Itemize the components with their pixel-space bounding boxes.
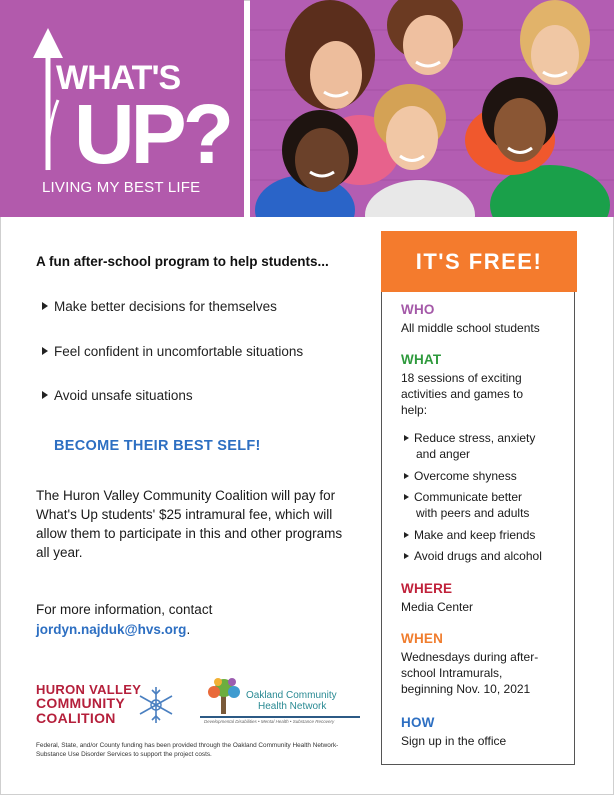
benefit-item <box>42 344 303 359</box>
snowflake-icon <box>136 683 176 727</box>
contact-suffix: . <box>186 622 191 637</box>
triangle-bullet-icon <box>42 347 48 355</box>
activity-text-cont: and anger <box>416 447 471 461</box>
activity-text: Reduce stress, anxiety <box>414 431 536 445</box>
students-photo <box>250 0 614 217</box>
who-text: All middle school students <box>401 321 540 335</box>
when-text: Wednesdays during after-school Intramurals, beginning Nov. 10, 2021 <box>401 650 539 696</box>
who-heading: WHO <box>401 302 435 317</box>
tree-icon <box>202 676 246 716</box>
triangle-bullet-icon <box>404 553 409 559</box>
what-heading: WHAT <box>401 352 442 367</box>
activity-text: Make and keep friends <box>414 528 536 542</box>
logo-tagline: LIVING MY BEST LIFE <box>42 179 201 196</box>
contact-email-line <box>36 622 190 637</box>
activity-text-cont: with peers and adults <box>416 506 530 520</box>
contact-email-link[interactable]: jordyn.najduk@hvs.org <box>36 622 187 637</box>
what-text: 18 sessions of exciting activities and games to help: <box>401 371 524 417</box>
hvcc-name-line1: HURON VALLEY <box>36 682 142 697</box>
free-banner: IT'S FREE! <box>381 231 577 292</box>
intro-heading: A fun after-school program to help students... <box>36 254 329 269</box>
activity-item <box>404 489 568 521</box>
hvcc-logo <box>36 683 176 733</box>
where-heading: WHERE <box>401 581 453 596</box>
activity-item <box>404 468 568 484</box>
hvcc-name-line2: COMMUNITY <box>36 695 126 711</box>
logo-title-up: UP? <box>74 87 230 181</box>
how-text: Sign up in the office <box>401 734 507 748</box>
triangle-bullet-icon <box>42 302 48 310</box>
activity-item <box>404 527 568 543</box>
slogan: BECOME THEIR BEST SELF! <box>54 438 261 454</box>
hero-banner <box>0 0 614 217</box>
funding-paragraph: The Huron Valley Community Coalition will pay for What's Up students' $25 intramural fee, which will allow them to participate in this and other programs all year. <box>36 488 343 560</box>
ocn-subtitle: Developmental Disabilities • Mental Health • Substance Recovery <box>204 719 335 724</box>
benefit-text: Feel confident in uncomfortable situations <box>54 344 304 359</box>
benefit-text: Avoid unsafe situations <box>54 388 193 403</box>
hvcc-name-line3: COALITION <box>36 710 116 726</box>
whats-up-logo <box>0 0 244 217</box>
when-heading: WHEN <box>401 631 444 646</box>
activity-item <box>404 548 568 564</box>
ocn-name-line1: Oakland Community <box>246 690 337 701</box>
triangle-bullet-icon <box>404 473 409 479</box>
logo-title-whats: WHAT'S <box>56 59 181 97</box>
triangle-bullet-icon <box>404 494 409 500</box>
triangle-bullet-icon <box>42 391 48 399</box>
ocn-name-line2: Health Network <box>258 701 327 712</box>
activity-text: Communicate better <box>414 490 523 504</box>
benefit-item <box>42 299 277 314</box>
ocn-name <box>246 690 337 712</box>
funding-disclaimer: Federal, State, and/or County funding has been provided through the Oakland Community Health Network-Substance Use Disorder Services to support the project costs. <box>36 742 339 758</box>
activity-item <box>404 430 568 462</box>
ocn-logo <box>200 676 360 736</box>
triangle-bullet-icon <box>404 435 409 441</box>
contact-lead: For more information, contact <box>36 602 213 617</box>
activity-text: Avoid drugs and alcohol <box>414 549 542 563</box>
triangle-bullet-icon <box>404 532 409 538</box>
benefit-item <box>42 388 193 403</box>
ocn-divider <box>200 716 360 718</box>
how-heading: HOW <box>401 715 435 730</box>
details-sidebar <box>381 231 575 765</box>
activity-text: Overcome shyness <box>414 469 517 483</box>
where-text: Media Center <box>401 600 474 614</box>
benefit-text: Make better decisions for themselves <box>54 299 277 314</box>
